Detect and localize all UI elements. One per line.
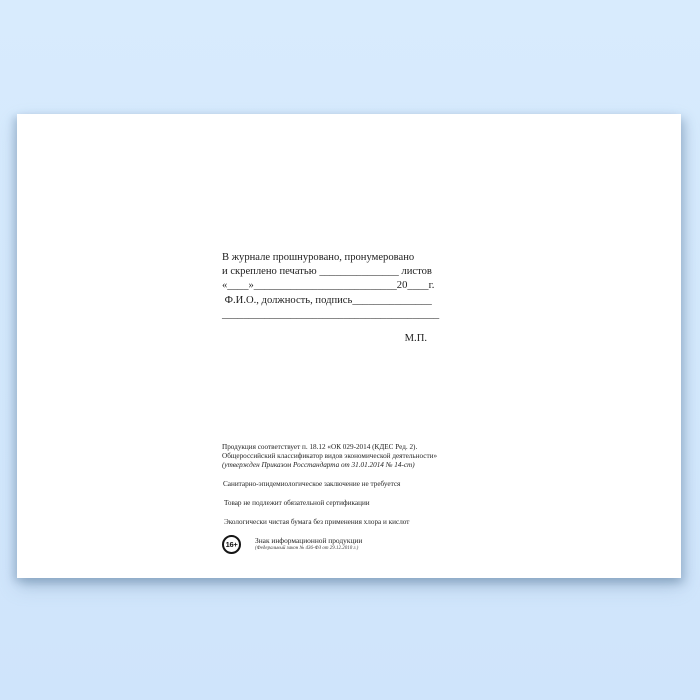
stitch-line-4: Ф.И.О., должность, подпись_______________: [222, 294, 432, 306]
compliance-line-1: Продукция соответствует п. 18.12 «ОК 029-2014 (КДЕС Ред. 2).: [222, 443, 418, 451]
stitch-line-1: В журнале прошнуровано, пронумеровано: [222, 252, 415, 263]
age-rating-label: Знак информационной продукции: [255, 536, 363, 545]
compliance-line-2: Общероссийский классификатор видов экономической деятельности»: [222, 452, 438, 460]
stitch-line-2: и скреплено печатью _______________ листов: [222, 266, 432, 278]
seal-place-mark: М.П.: [404, 333, 427, 344]
eco-paper-note: Экологически чистая бумага без применения хлора и кислот: [224, 518, 410, 526]
compliance-line-3: (утвержден Приказом Росстандарта от 31.01.2014 № 14-ст): [222, 461, 415, 469]
sanitary-conclusion-note: Санитарно-эпидемиологическое заключение не требуется: [223, 480, 401, 488]
age-rating-law: (Федеральный закон № 436-ФЗ от 29.12.2010 г.): [255, 545, 359, 551]
stitch-line-3: «____»___________________________20____г.: [222, 280, 435, 292]
certification-note: Товар не подлежит обязательной сертификации: [224, 499, 370, 507]
age-rating-row: [222, 534, 362, 554]
product-compliance-note: [222, 443, 437, 470]
age-rating-16-icon: 16+: [222, 535, 241, 554]
journal-back-page: [17, 114, 681, 578]
stitch-line-5: _________________________________________: [222, 308, 440, 320]
stitch-certification-note: [222, 251, 452, 322]
age-rating-text: [255, 534, 362, 552]
